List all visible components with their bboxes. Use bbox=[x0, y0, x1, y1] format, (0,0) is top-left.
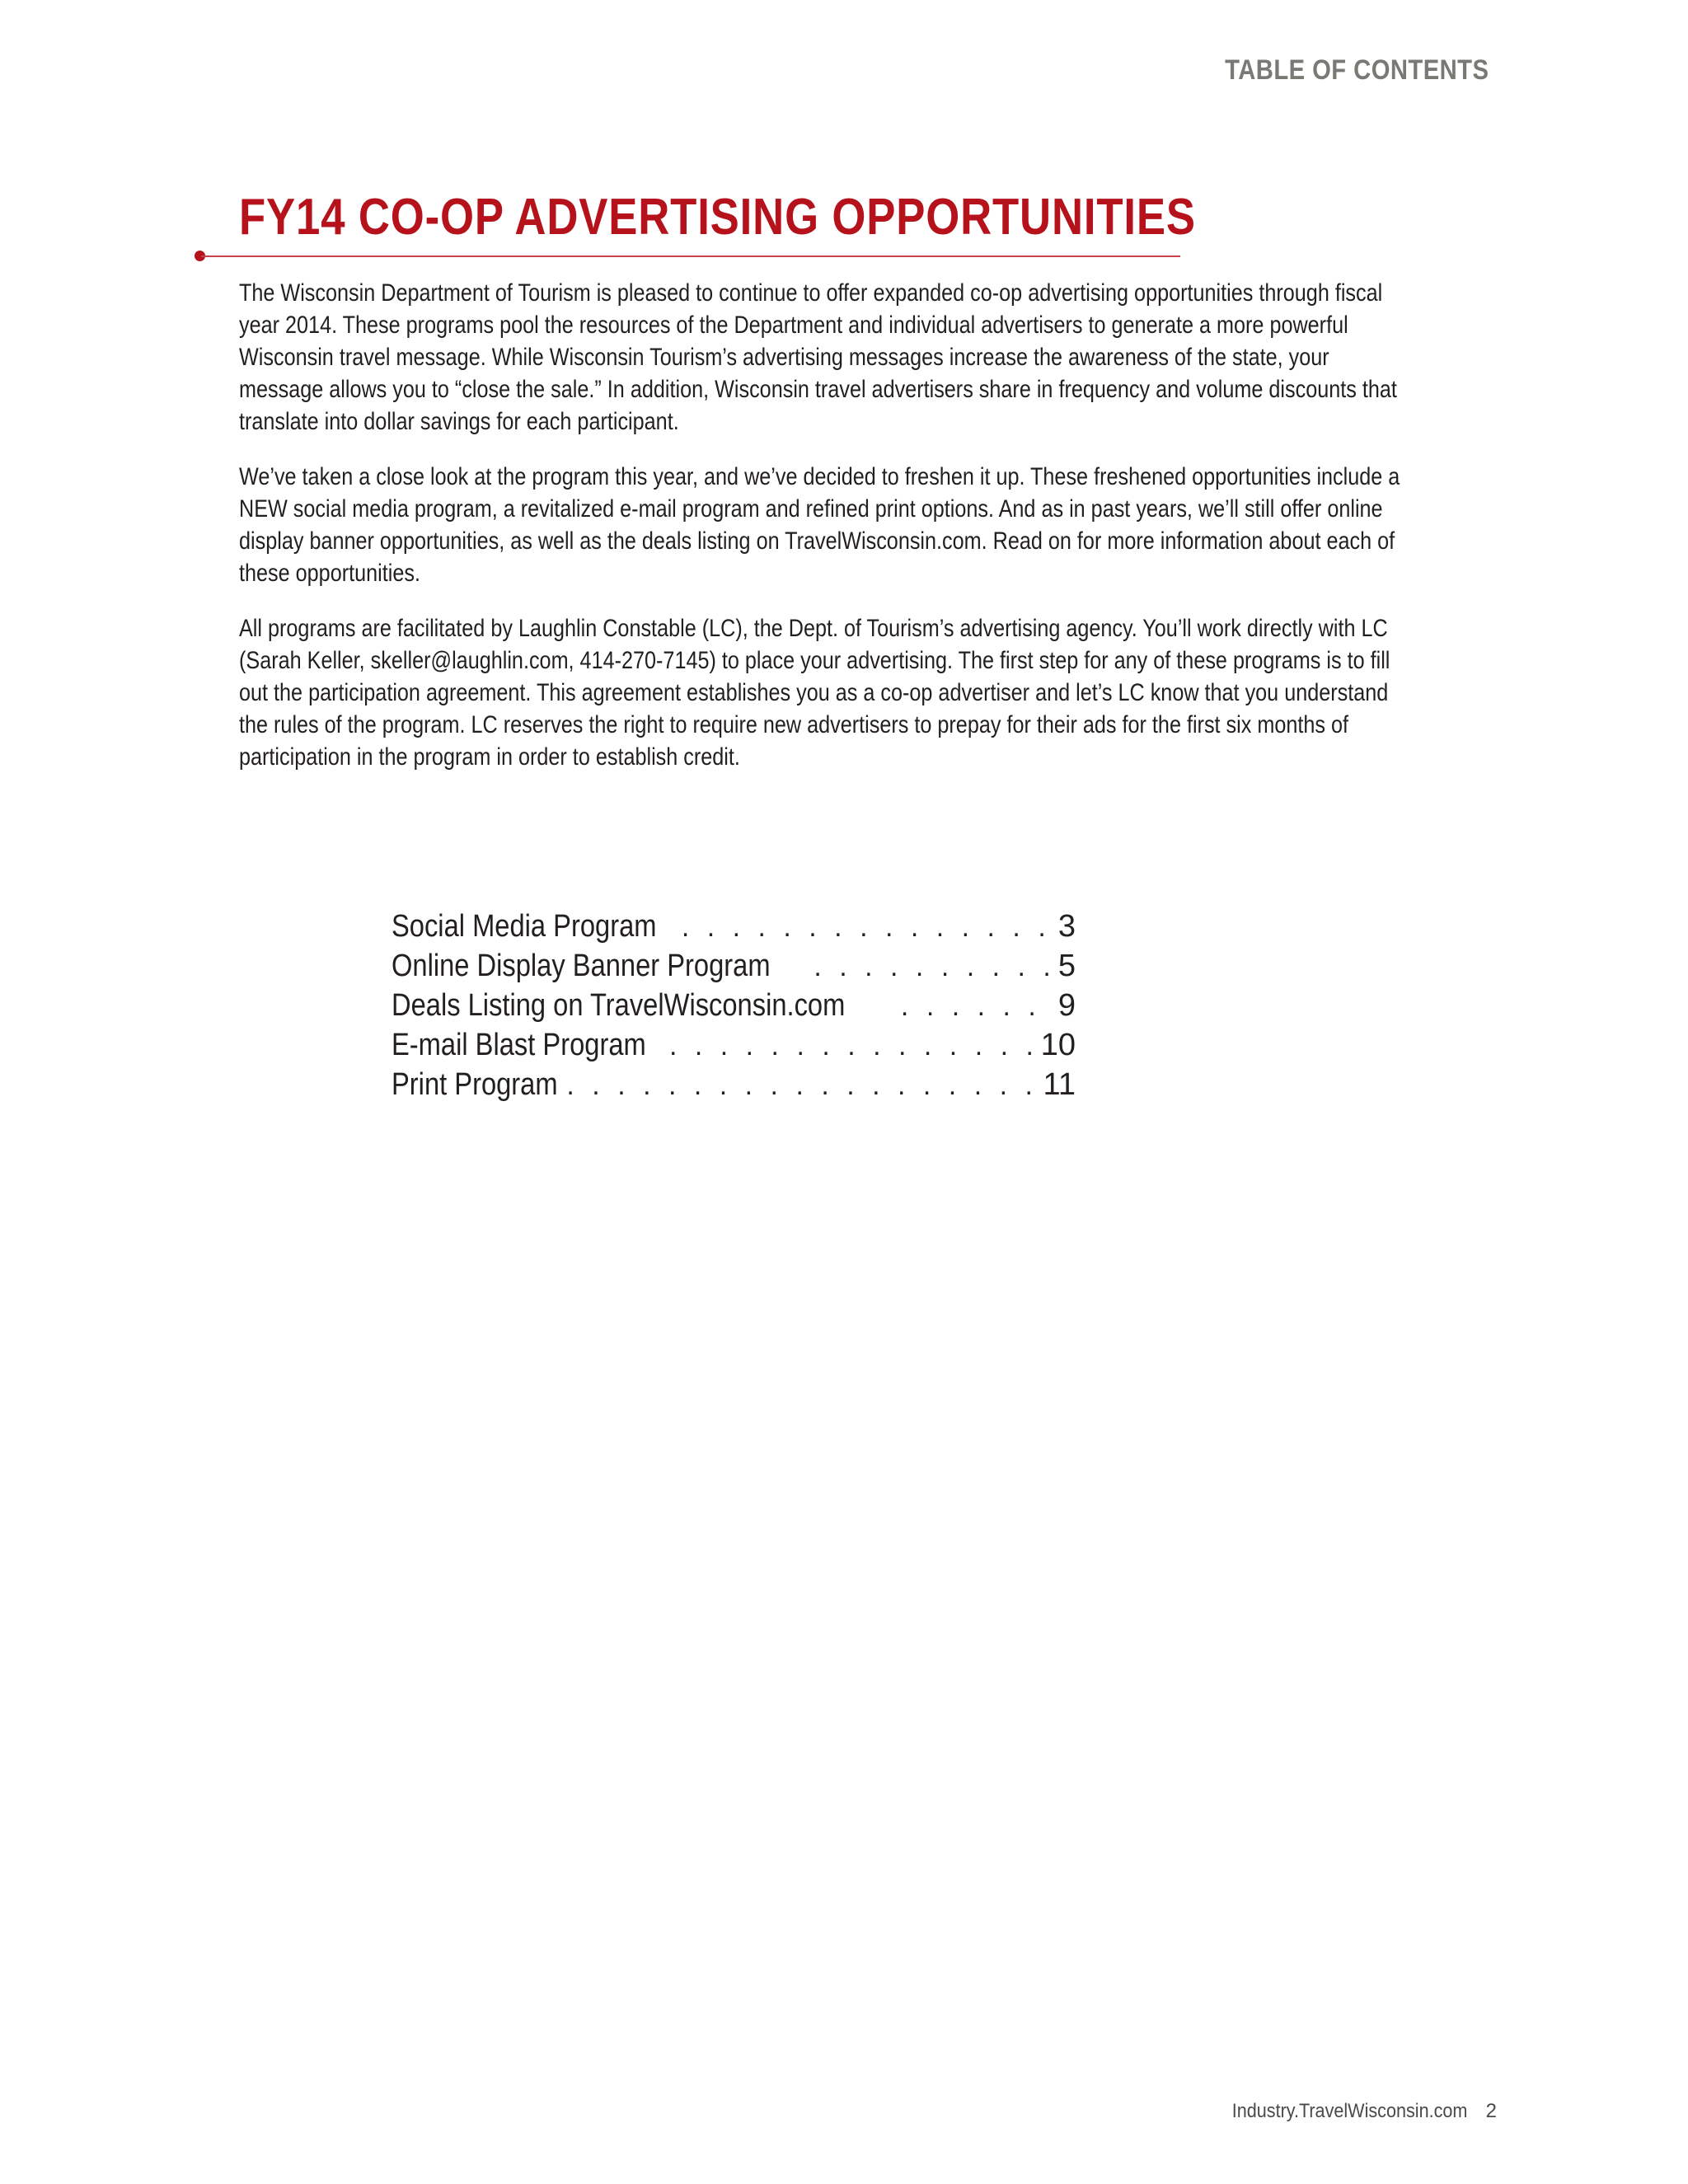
toc-page-number: 3 bbox=[1057, 909, 1076, 944]
toc-item-email-blast[interactable] bbox=[392, 1028, 1076, 1067]
toc-dot-leader bbox=[566, 1070, 1036, 1102]
toc-page-number: 9 bbox=[1057, 988, 1076, 1023]
toc-page-number: 5 bbox=[1057, 949, 1076, 983]
toc-item-deals-listing[interactable] bbox=[392, 988, 1076, 1028]
page-title: FY14 CO-OP ADVERTISING OPPORTUNITIES bbox=[239, 189, 1196, 246]
table-of-contents bbox=[392, 909, 1076, 1107]
footer-page-number: 2 bbox=[1485, 2100, 1497, 2122]
toc-page-number: 11 bbox=[1043, 1067, 1076, 1102]
toc-dot-leader bbox=[682, 912, 1052, 944]
toc-item-online-display-banner[interactable] bbox=[392, 949, 1076, 988]
intro-paragraph: The Wisconsin Department of Tourism is pleased to continue to offer expanded co-op advertising opportunities through fiscal year 2014. These programs pool the resources of the Department and individual advertisers to generate a more powerful Wisconsin travel message. While Wisconsin Tourism’s advertising messages increase the awareness of the state, your message allows you to “close the sale.” In addition, Wisconsin travel advertisers share in frequency and volume discounts that translate into dollar savings for each participant. bbox=[239, 279, 1397, 435]
toc-item-label: Online Display Banner Program bbox=[392, 949, 771, 983]
toc-item-label: Social Media Program bbox=[392, 909, 657, 944]
toc-dot-leader bbox=[901, 991, 1052, 1023]
title-divider bbox=[201, 255, 1180, 257]
footer-website-link[interactable]: Industry.TravelWisconsin.com bbox=[1231, 2100, 1468, 2122]
intro-paragraph: We’ve taken a close look at the program this year, and we’ve decided to freshen it up. These freshened opportunities include a NEW social media program, a revitalized e-mail program and refined print options. And as in past years, we’ll still offer online display banner opportunities, as well as the deals listing on TravelWisconsin.com. Read on for more information about each of these opportunities. bbox=[239, 463, 1400, 587]
toc-dot-leader bbox=[669, 1030, 1034, 1062]
toc-item-label: Deals Listing on TravelWisconsin.com bbox=[392, 988, 846, 1023]
section-label: TABLE OF CONTENTS bbox=[1224, 54, 1489, 86]
toc-page-number: 10 bbox=[1040, 1028, 1076, 1062]
toc-item-print[interactable] bbox=[392, 1067, 1076, 1107]
intro-paragraph: All programs are facilitated by Laughlin Constable (LC), the Dept. of Tourism’s advertising agency. You’ll work directly with LC (Sarah Keller, skeller@laughlin.com, 414-270-7145) to place your advertising. The first step for any of these programs is to fill out the participation agreement. This agreement establishes you as a co-op advertiser and let’s LC know that you understand the rules of the program. LC reserves the right to require new advertisers to prepay for their ads for the first six months of participation in the program in order to establish credit. bbox=[239, 615, 1390, 771]
toc-dot-leader bbox=[814, 951, 1052, 983]
page-footer bbox=[1206, 2100, 1497, 2123]
intro-body bbox=[239, 277, 1418, 796]
toc-item-social-media[interactable] bbox=[392, 909, 1076, 949]
toc-item-label: E-mail Blast Program bbox=[392, 1028, 646, 1062]
toc-item-label: Print Program bbox=[392, 1067, 558, 1102]
